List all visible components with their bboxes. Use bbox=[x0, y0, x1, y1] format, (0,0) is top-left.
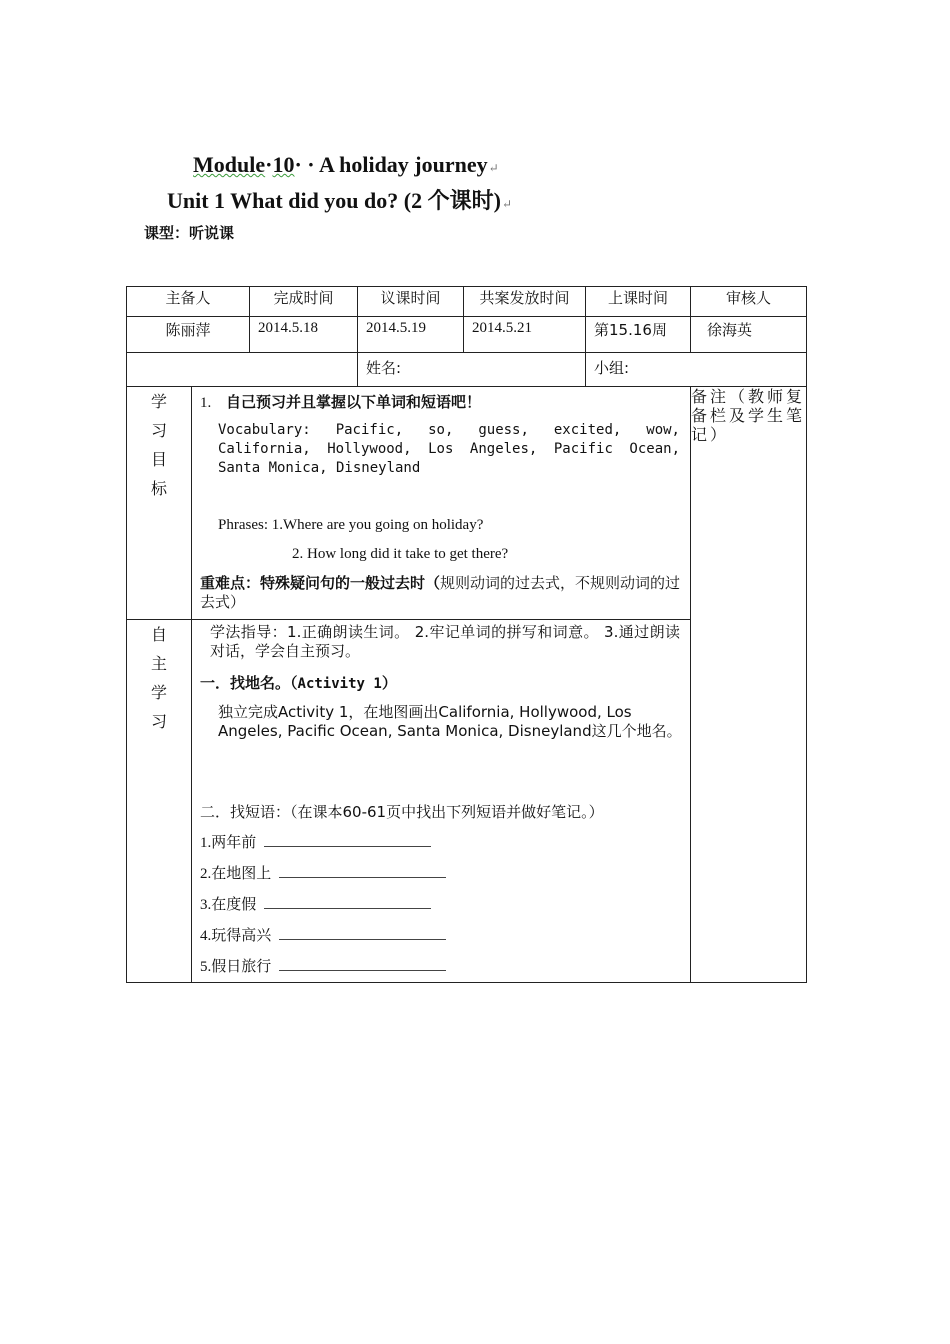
vocabulary-list: Vocabulary: Pacific, so, guess, excited, wow, California, Hollywood, Los Angeles, Pacific Ocean, Santa Monica, Disneyland bbox=[218, 422, 680, 476]
header-release-date: 共案发放时间 bbox=[464, 287, 586, 317]
header-finish-date: 完成时间 bbox=[250, 287, 358, 317]
release-date-value: 2014.5.21 bbox=[464, 317, 586, 353]
unit-title: Unit 1 What did you do? (2 个课时)↵ bbox=[167, 188, 512, 213]
objectives-content: 1. 自己预习并且掌握以下单词和短语吧！ Vocabulary: Pacific, so, guess, excited, wow, California, Hollywood, Los Angeles, Pacific Ocean, Santa Monica, Disneyland Phrases: 1.Where are you going on holiday? 2. How long did it take to get there? 重难点：特殊疑问句的一般过去时（规则动词的过去式，不规则动词的过去式） bbox=[192, 387, 691, 620]
objective-title: 自己预习并且掌握以下单词和短语吧！ bbox=[226, 393, 482, 411]
discuss-date-value: 2014.5.19 bbox=[358, 317, 464, 353]
phrase-item-3: 3.在度假 bbox=[200, 893, 431, 914]
paragraph-mark-icon: ↵ bbox=[501, 197, 512, 211]
phrase-item-5: 5.假日旅行 bbox=[200, 955, 446, 976]
part2-title: 二．找短语：（在课本60-61页中找出下列短语并做好笔记。） bbox=[200, 803, 604, 821]
paragraph-mark-icon: ↵ bbox=[488, 161, 499, 175]
module-title: Module·10· · A holiday journey↵ bbox=[193, 152, 499, 177]
key-point: 重难点：特殊疑问句的一般过去时（规则动词的过去式，不规则动词的过去式） bbox=[200, 574, 681, 611]
answer-blank-2[interactable] bbox=[279, 863, 446, 878]
notes-column[interactable]: 备注（教师复备栏及学生笔记） bbox=[691, 387, 807, 983]
objectives-row bbox=[127, 387, 807, 620]
answer-blank-1[interactable] bbox=[264, 832, 431, 847]
header-class-time: 上课时间 bbox=[586, 287, 691, 317]
part1-instruction: 独立完成Activity 1，在地图画出California, Hollywood, Los Angeles, Pacific Ocean, Santa Monica, Disneyland这几个地名。 bbox=[218, 703, 682, 740]
answer-blank-5[interactable] bbox=[279, 956, 446, 971]
student-row bbox=[127, 353, 807, 387]
finish-date-value: 2014.5.18 bbox=[250, 317, 358, 353]
class-time-value: 第15.16周 bbox=[586, 317, 691, 353]
header-preparer: 主备人 bbox=[127, 287, 250, 317]
header-discuss-date: 议课时间 bbox=[358, 287, 464, 317]
answer-blank-4[interactable] bbox=[279, 925, 446, 940]
study-method: 学法指导：1.正确朗读生词。 2.牢记单词的拼写和词意。 3.通过朗读对话，学会自主预习。 bbox=[210, 623, 680, 660]
lesson-type: 课型：听说课 bbox=[144, 224, 235, 242]
answer-blank-3[interactable] bbox=[264, 894, 431, 909]
objectives-side-label: 学 习 目 标 bbox=[127, 387, 192, 620]
phrase-item-2: 2.在地图上 bbox=[200, 862, 446, 883]
self-study-side-label: 自 主 学 习 bbox=[127, 620, 192, 983]
name-field[interactable]: 姓名: bbox=[358, 353, 586, 387]
part1-title: 一．找地名。（Activity 1） bbox=[200, 674, 397, 692]
preparer-value: 陈丽萍 bbox=[127, 317, 250, 353]
header-row bbox=[127, 287, 807, 317]
self-study-content bbox=[192, 620, 691, 983]
header-reviewer: 审核人 bbox=[691, 287, 807, 317]
phrases-line-2: 2. How long did it take to get there? bbox=[292, 546, 509, 562]
reviewer-value: 徐海英 bbox=[691, 317, 807, 353]
phrases-line-1: Phrases: 1.Where are you going on holiday? bbox=[218, 517, 484, 533]
value-row bbox=[127, 317, 807, 353]
phrase-item-4: 4.玩得高兴 bbox=[200, 924, 446, 945]
phrase-item-1: 1.两年前 bbox=[200, 831, 431, 852]
group-field[interactable]: 小组: bbox=[586, 353, 807, 387]
lesson-plan-table bbox=[126, 286, 807, 983]
